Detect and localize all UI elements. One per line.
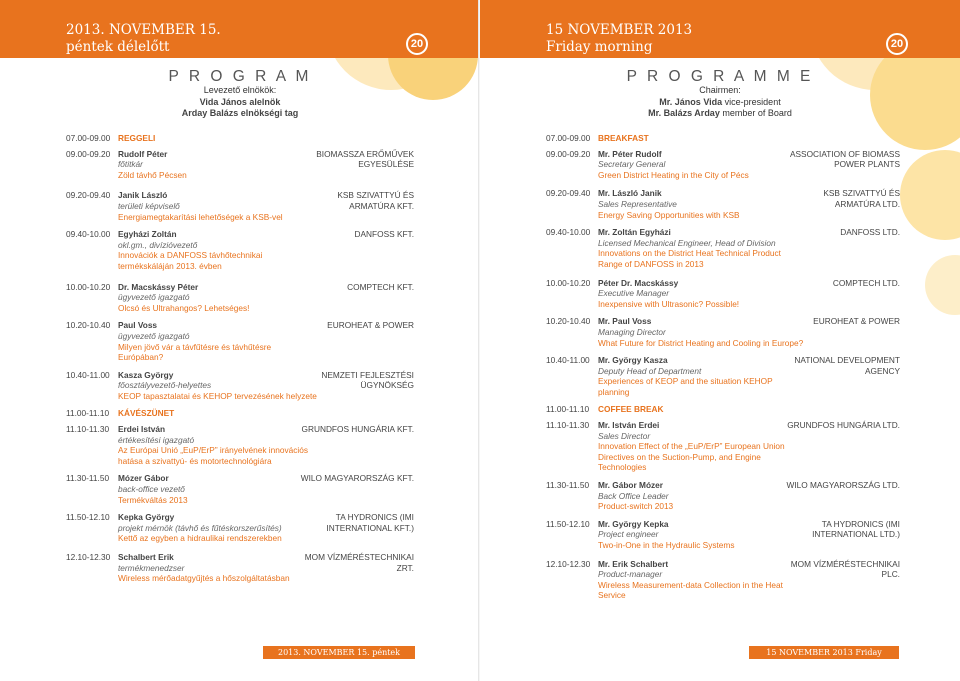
talk-topic: Termékváltás 2013: [118, 494, 188, 505]
footer-label: 2013. NOVEMBER 15. péntek délelőtt: [263, 646, 415, 659]
speaker-name: Kepka György: [118, 512, 175, 523]
speaker-title: Secretary General: [598, 159, 666, 170]
agenda-item: [546, 188, 900, 220]
organization: EUROHEAT & POWER: [327, 320, 414, 331]
organization: BIOMASSZA ERŐMŰVEK EGYESÜLÉSE: [316, 148, 414, 170]
speaker-title: értékesítési igazgató: [118, 434, 195, 445]
chairs-label: Levezető elnökök:: [203, 85, 277, 95]
anniversary-badge: 20: [886, 33, 908, 55]
organization: MOM VÍZMÉRÉSTECHNIKAI PLC.: [790, 558, 900, 580]
agenda-time: 11.00-11.10: [546, 404, 590, 415]
speaker-name: Paul Voss: [118, 320, 158, 331]
speaker-name: Rudolf Péter: [118, 148, 168, 159]
agenda-item: [66, 320, 414, 362]
decor-circle: [925, 255, 960, 315]
speaker-name: Egyházi Zoltán: [118, 229, 177, 240]
speaker-name: Schalbert Erik: [118, 552, 174, 562]
agenda-time: 11.10-11.30: [546, 420, 590, 431]
speaker-name: Mózer Gábor: [118, 473, 169, 484]
agenda-item: [546, 227, 900, 269]
agenda-item: [546, 316, 900, 348]
agenda-time: 09.40-10.00: [66, 229, 111, 240]
break-label: COFFEE BREAK: [598, 404, 664, 415]
agenda-body: [598, 133, 900, 144]
agenda-item: [66, 149, 414, 181]
header-date: 15 NOVEMBER 2013: [546, 22, 693, 38]
program-title: P R O G R A M: [168, 68, 312, 85]
agenda-time: 11.30-11.50: [66, 473, 110, 484]
speaker-name: Mr. László Janik: [598, 188, 662, 199]
break-label: REGGELI: [118, 133, 156, 143]
talk-topic: What Future for District Heating and Cooling in Europe?: [598, 337, 804, 348]
talk-topic: Innovation Effect of the „EuP/ErP” European Union Directives on the Suction-Pump, and Engine Technologies: [598, 441, 785, 473]
organization: EUROHEAT & POWER: [813, 316, 900, 327]
organization: GRUNDFOS HUNGÁRIA KFT.: [301, 424, 414, 435]
talk-topic: Two-in-One in the Hydraulic Systems: [598, 540, 735, 550]
speaker-name: Mr. István Erdei: [598, 420, 660, 431]
organization: NATIONAL DEVELOPMENT AGENCY: [794, 355, 900, 376]
organization: NEMZETI FEJLESZTÉSI ÜGYNÖKSÉG: [321, 369, 414, 391]
talk-topic: Green District Heating in the City of Pécs: [598, 169, 749, 180]
speaker-name: Mr. Paul Voss: [598, 316, 652, 327]
talk-topic: Zöld távhő Pécsen: [118, 169, 187, 180]
footer-label: 15 NOVEMBER 2013 Friday morning: [749, 646, 899, 659]
chair-2-name: Mr. Balázs Arday: [648, 108, 720, 118]
agenda-list: [546, 133, 900, 601]
speaker-name: Mr. György Kasza: [598, 355, 668, 366]
agenda-item: [66, 552, 414, 584]
chairs-label: Chairmen:: [699, 85, 741, 95]
agenda-item: [546, 559, 900, 601]
speaker-title: főosztályvezető-helyettes: [118, 380, 212, 391]
agenda-item: [546, 278, 900, 310]
talk-topic: Wireless Measurement-data Collection in the Heat Service: [598, 579, 783, 601]
agenda-list: [66, 133, 414, 584]
talk-topic: Kettő az egyben a hidraulikai rendszerekben: [118, 533, 282, 544]
organization: KSB SZIVATTYÚ ÉS ARMATÚRA KFT.: [337, 190, 414, 211]
organization: DANFOSS KFT.: [354, 229, 414, 240]
chair-2-role: member of Board: [722, 108, 792, 118]
agenda-time: 11.00-11.10: [66, 408, 110, 419]
speaker-name: Mr. Gábor Mózer: [598, 480, 664, 491]
talk-topic: Olcsó és Ultrahangos? Lehetséges!: [118, 302, 250, 313]
break-label: KÁVÉSZÜNET: [118, 408, 175, 419]
speaker-name: Mr. Erik Schalbert: [598, 558, 669, 569]
organization: KSB SZIVATTYÚ ÉS ARMATÚRA LTD.: [823, 188, 900, 209]
agenda-break: [546, 133, 900, 144]
agenda-time: 12.10-12.30: [546, 558, 591, 569]
agenda-time: 11.10-11.30: [66, 424, 110, 435]
header-bar: [480, 0, 960, 58]
agenda-time: 10.40-11.00: [546, 355, 590, 366]
talk-topic: Experiences of KEOP and the situation KEHOP planning: [598, 376, 773, 397]
agenda-item: [66, 512, 414, 544]
speaker-name: Dr. Macskássy Péter: [118, 281, 199, 292]
speaker-name: Mr. György Kepka: [598, 518, 669, 529]
speaker-title: Product-manager: [598, 569, 663, 580]
speaker-name: Erdei István: [118, 424, 166, 435]
agenda-time: 10.00-10.20: [66, 281, 111, 292]
agenda-time: 09.20-09.40: [546, 188, 591, 199]
program-heading: [0, 68, 480, 120]
agenda-item: [546, 480, 900, 512]
agenda-break: [546, 404, 900, 415]
agenda-time: 10.00-10.20: [546, 277, 591, 288]
speaker-title: projekt mérnök (távhő és fűtéskorszerűsítés): [118, 522, 282, 533]
agenda-time: 10.40-11.00: [66, 369, 110, 380]
organization: WILO MAGYARORSZÁG LTD.: [786, 480, 900, 491]
talk-topic: Inexpensive with Ultrasonic? Possible!: [598, 298, 740, 309]
chair-1-name: Mr. János Vida: [659, 96, 723, 107]
talk-topic: Energiamegtakarítási lehetőségek a KSB-vel: [118, 211, 283, 222]
right-page: [480, 0, 960, 681]
organization: GRUNDFOS HUNGÁRIA LTD.: [787, 420, 900, 431]
agenda-time: 07.00-09.00: [546, 133, 591, 143]
agenda-item: [546, 149, 900, 181]
agenda-body: [118, 408, 414, 419]
agenda-item: [546, 420, 900, 473]
talk-topic: Milyen jövő vár a távfűtésre és távhűtésre Európában?: [118, 341, 272, 363]
speaker-title: Project engineer: [598, 529, 659, 540]
speaker-name: Péter Dr. Macskássy: [598, 277, 679, 288]
talk-topic: Innovációk a DANFOSS távhőtechnikai termékskáláján 2013. évben: [118, 250, 263, 271]
organization: WILO MAGYARORSZÁG KFT.: [300, 473, 414, 484]
speaker-name: Janik László: [118, 190, 168, 201]
program-title: P R O G R A M M E: [626, 68, 814, 85]
chair-1: [480, 97, 960, 109]
speaker-title: főtitkár: [118, 159, 143, 170]
chair-1: Vida János alelnök: [199, 96, 281, 107]
anniversary-badge: 20: [406, 33, 428, 55]
agenda-time: 10.20-10.40: [66, 320, 111, 331]
speaker-name: Mr. Péter Rudolf: [598, 148, 662, 159]
agenda-time: 09.20-09.40: [66, 190, 111, 201]
agenda-item: [66, 190, 414, 222]
header-session: Friday morning: [546, 39, 653, 55]
organization: COMPTECH LTD.: [832, 277, 900, 288]
speaker-title: Sales Representative: [598, 198, 677, 209]
speaker-title: ügyvezető igazgató: [118, 330, 190, 341]
agenda-time: 09.40-10.00: [546, 227, 591, 238]
speaker-title: ügyvezető igazgató: [118, 292, 190, 303]
agenda-time: 12.10-12.30: [66, 552, 111, 562]
chair-1-role: vice-president: [724, 96, 781, 107]
speaker-title: Licensed Mechanical Engineer, Head of Division: [598, 237, 776, 248]
agenda-item: [66, 282, 414, 314]
talk-topic: Innovations on the District Heat Technical Product Range of DANFOSS in 2013: [598, 248, 781, 269]
speaker-title: Managing Director: [598, 326, 666, 337]
agenda-item: [66, 370, 414, 402]
talk-topic: Product-switch 2013: [598, 501, 674, 512]
speaker-title: Deputy Head of Department: [598, 365, 702, 376]
agenda-body: [598, 404, 900, 415]
talk-topic: KEOP tapasztalatai és KEHOP tervezésének helyzete: [118, 390, 317, 401]
chair-2: Arday Balázs elnökségi tag: [181, 108, 299, 118]
header-date: 2013. NOVEMBER 15.: [66, 22, 221, 38]
agenda-time: 09.00-09.20: [66, 148, 111, 159]
agenda-item: [66, 424, 414, 466]
agenda-break: [66, 133, 414, 144]
organization: COMPTECH KFT.: [347, 281, 414, 292]
break-label: BREAKFAST: [598, 133, 649, 143]
speaker-title: Executive Manager: [598, 288, 670, 299]
agenda-break: [66, 408, 414, 419]
speaker-name: Kasza György: [118, 369, 174, 380]
speaker-title: Back Office Leader: [598, 490, 669, 501]
header-bar: [0, 0, 480, 58]
decor-circle: [900, 150, 960, 240]
organization: TA HYDRONICS (IMI INTERNATIONAL KFT.): [326, 512, 414, 533]
speaker-title: Sales Director: [598, 430, 651, 441]
speaker-title: területi képviselő: [118, 200, 180, 211]
speaker-title: back-office vezető: [118, 484, 185, 495]
agenda-item: [66, 229, 414, 271]
program-heading: [480, 68, 960, 120]
agenda-time: 10.20-10.40: [546, 316, 591, 327]
agenda-body: [118, 133, 414, 144]
talk-topic: Az Európai Unió „EuP/ErP” irányelvének innovációs hatása a szivattyú- és motortechnológiára: [118, 445, 308, 466]
agenda-time: 11.50-12.10: [66, 512, 110, 523]
organization: DANFOSS LTD.: [840, 227, 900, 238]
agenda-time: 11.30-11.50: [546, 480, 590, 491]
chair-2: [480, 108, 960, 120]
speaker-name: Mr. Zoltán Egyházi: [598, 227, 671, 238]
agenda-item: [66, 473, 414, 505]
speaker-title: okl.gm., divízióvezető: [118, 239, 198, 250]
talk-topic: Wireless mérőadatgyűjtés a hőszolgáltatásban: [118, 573, 290, 584]
organization: ASSOCIATION OF BIOMASS POWER PLANTS: [789, 148, 900, 170]
agenda-item: [546, 355, 900, 397]
organization: TA HYDRONICS (IMI INTERNATIONAL LTD.): [812, 518, 900, 540]
talk-topic: Energy Saving Opportunities with KSB: [598, 209, 740, 220]
agenda-time: 07.00-09.00: [66, 133, 111, 143]
speaker-title: termékmenedzser: [118, 562, 185, 573]
organization: MOM VÍZMÉRÉSTECHNIKAI ZRT.: [304, 552, 414, 573]
header-session: péntek délelőtt: [66, 39, 170, 55]
agenda-time: 09.00-09.20: [546, 148, 591, 159]
agenda-item: [546, 519, 900, 551]
agenda-time: 11.50-12.10: [546, 518, 590, 529]
